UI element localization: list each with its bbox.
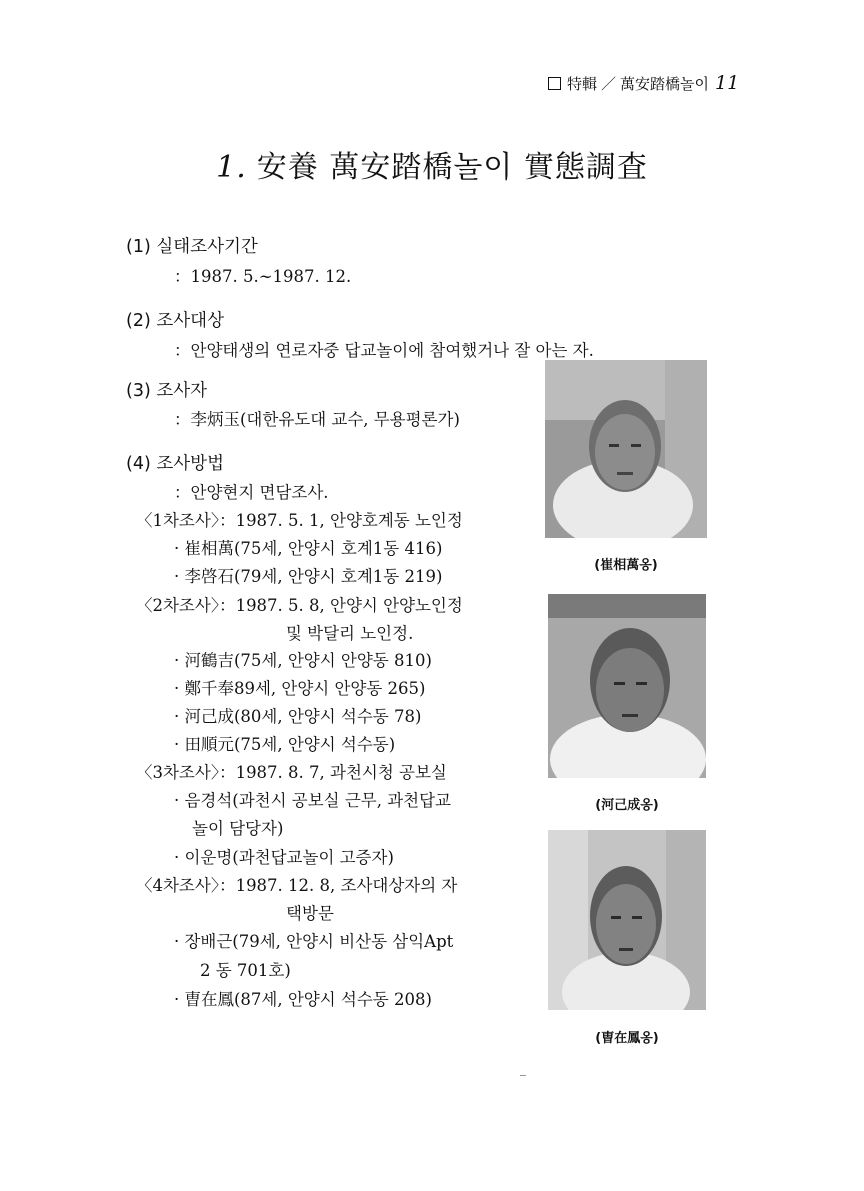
section-3-value: ：李炳玉(대한유도대 교수, 무용평론가) [174,410,460,429]
list-item: · 장배근(79세, 안양시 비산동 삼익Apt [174,932,454,951]
round-2-label-cont: 및 박달리 노인정. [286,624,414,643]
title-number: 1. [216,150,247,185]
photo-caption: (崔相萬옹) [594,558,658,573]
portrait-image [545,360,707,538]
portrait-image [548,830,706,1010]
round-2-label: 〈2차조사〉：1987. 5. 8, 안양시 안양노인정 [136,596,463,615]
portrait-photo [548,830,706,1010]
header-separator: ／ [601,74,617,93]
section-1-label: (1) 실태조사기간 [126,237,258,257]
divider [520,1075,526,1076]
round-4-label: 〈4차조사〉：1987. 12. 8, 조사대상자의 자 [136,876,458,895]
section-4-label: (4) 조사방법 [126,454,224,474]
list-item: · 河己成(80세, 안양시 석수동 78) [174,707,422,726]
portrait-image [548,594,706,778]
list-item: · 田順元(75세, 안양시 석수동) [174,735,396,754]
list-item-cont: 놀이 담당자) [192,819,284,838]
page-title [0,142,864,186]
list-item: · 음경석(과천시 공보실 근무, 과천답교 [174,791,451,810]
list-item: · 李啓石(79세, 안양시 호계1동 219) [174,567,443,586]
title-text: 安養 萬安踏橋놀이 實態調査 [256,150,648,185]
photo-caption: (曺在鳳옹) [595,1031,659,1046]
list-item-cont: 2 동 701호) [200,961,291,980]
list-item: · 이운명(과천답교놀이 고증자) [174,848,394,867]
page-number: 11 [715,72,740,94]
section-1-value: ：1987. 5.∼1987. 12. [174,267,352,286]
round-3-label: 〈3차조사〉：1987. 8. 7, 과천시청 공보실 [136,763,447,782]
section-4-value: ：안양현지 면담조사. [174,483,329,502]
list-item: · 鄭千奉89세, 안양시 안양동 265) [174,679,426,698]
portrait-photo [545,360,707,538]
square-icon [548,77,561,90]
portrait-photo [548,594,706,778]
list-item: · 曺在鳳(87세, 안양시 석수동 208) [174,990,432,1009]
running-header [548,72,739,94]
list-item: · 河鶴吉(75세, 안양시 안양동 810) [174,651,432,670]
section-2-label: (2) 조사대상 [126,311,224,331]
header-title: 萬安踏橋놀이 [620,74,710,93]
section-3-label: (3) 조사자 [126,381,208,401]
round-4-label-cont: 택방문 [286,904,334,923]
photo-caption: (河己成옹) [595,798,659,813]
round-1-label: 〈1차조사〉：1987. 5. 1, 안양호계동 노인정 [136,511,463,530]
section-2-value: ：안양태생의 연로자중 답교놀이에 참여했거나 잘 아는 자. [174,341,594,360]
list-item: · 崔相萬(75세, 안양시 호계1동 416) [174,539,443,558]
header-prefix: 特輯 [567,74,598,93]
